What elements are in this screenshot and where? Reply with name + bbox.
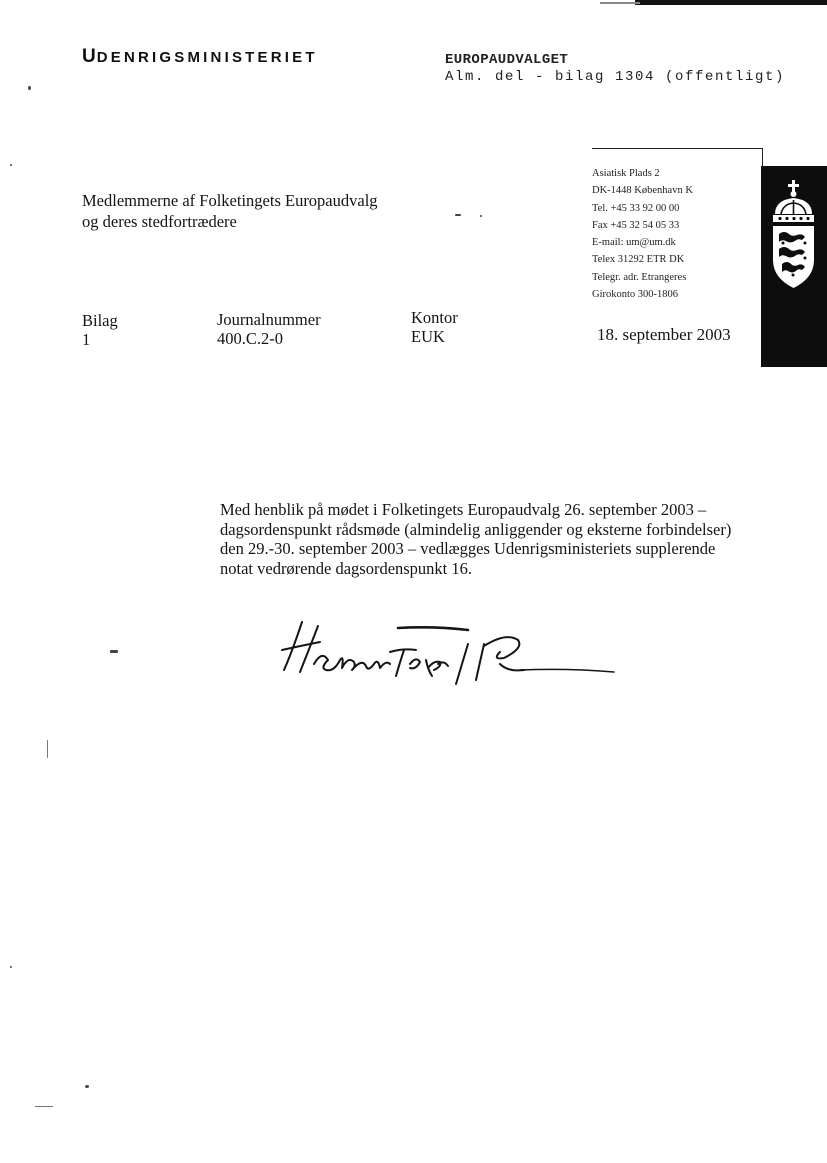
bilag-label: Bilag [82,311,118,330]
ministry-rest: DENRIGSMINISTERIET [96,49,318,66]
journal-value: 400.C.2-0 [217,329,283,348]
giro-line: Girokonto 300-1806 [592,289,679,301]
recipient-line: Medlemmerne af Folketingets Europaudvalg [82,191,378,210]
email-line: E-mail: um@um.dk [592,237,676,249]
address-block [592,165,693,303]
scan-speck [455,214,461,216]
bilag-value: 1 [82,330,91,349]
committee-stamp: EUROPAUDVALGET [445,52,569,68]
body-line: Med henblik på mødet i Folketingets Europaudvalg 26. september 2003 – [220,500,707,519]
royal-crest-icon [761,178,827,308]
handwritten-signature [278,612,618,692]
recipient-line: og deres stedfortrædere [82,212,237,231]
ministry-name [82,46,318,68]
crest-panel [761,166,827,367]
scan-speck [28,86,31,90]
scan-speck [35,1106,53,1107]
scan-speck [85,1085,89,1088]
fax-line: Fax +45 32 54 05 33 [592,219,680,231]
scan-speck [480,215,482,217]
reference-stamp: Alm. del - bilag 1304 (offentligt) [445,69,786,85]
body-line: den 29.-30. september 2003 – vedlægges Udenrigsministeriets supplerende [220,539,716,559]
scan-speck [47,740,48,758]
address-rule [592,148,762,149]
ministry-initial: U [82,46,97,67]
scan-speck [10,966,12,968]
telex-line: Telex 31292 ETR DK [592,254,685,266]
address-rule-tick [762,148,763,166]
body-line: notat vedrørende dagsordenspunkt 16. [220,558,473,578]
scan-speck [110,650,118,653]
top-edge-bar [635,0,827,5]
top-edge-bar-fade [600,2,640,4]
phone-line: Tel. +45 33 92 00 00 [592,202,680,214]
address-line: Asiatisk Plads 2 [592,168,660,179]
body-line: dagsordenspunkt rådsmøde (almindelig anliggender og eksterne forbindelser) [220,519,732,539]
scan-speck [10,164,12,166]
telegram-line: Telegr. adr. Etrangeres [592,271,687,283]
kontor-value: EUK [411,327,445,346]
kontor-label: Kontor [411,308,458,327]
journal-label: Journalnummer [217,310,321,329]
body-paragraph [220,500,731,578]
recipient-block [82,190,378,232]
letter-date: 18. september 2003 [597,325,731,344]
address-line: DK-1448 København K [592,185,693,197]
